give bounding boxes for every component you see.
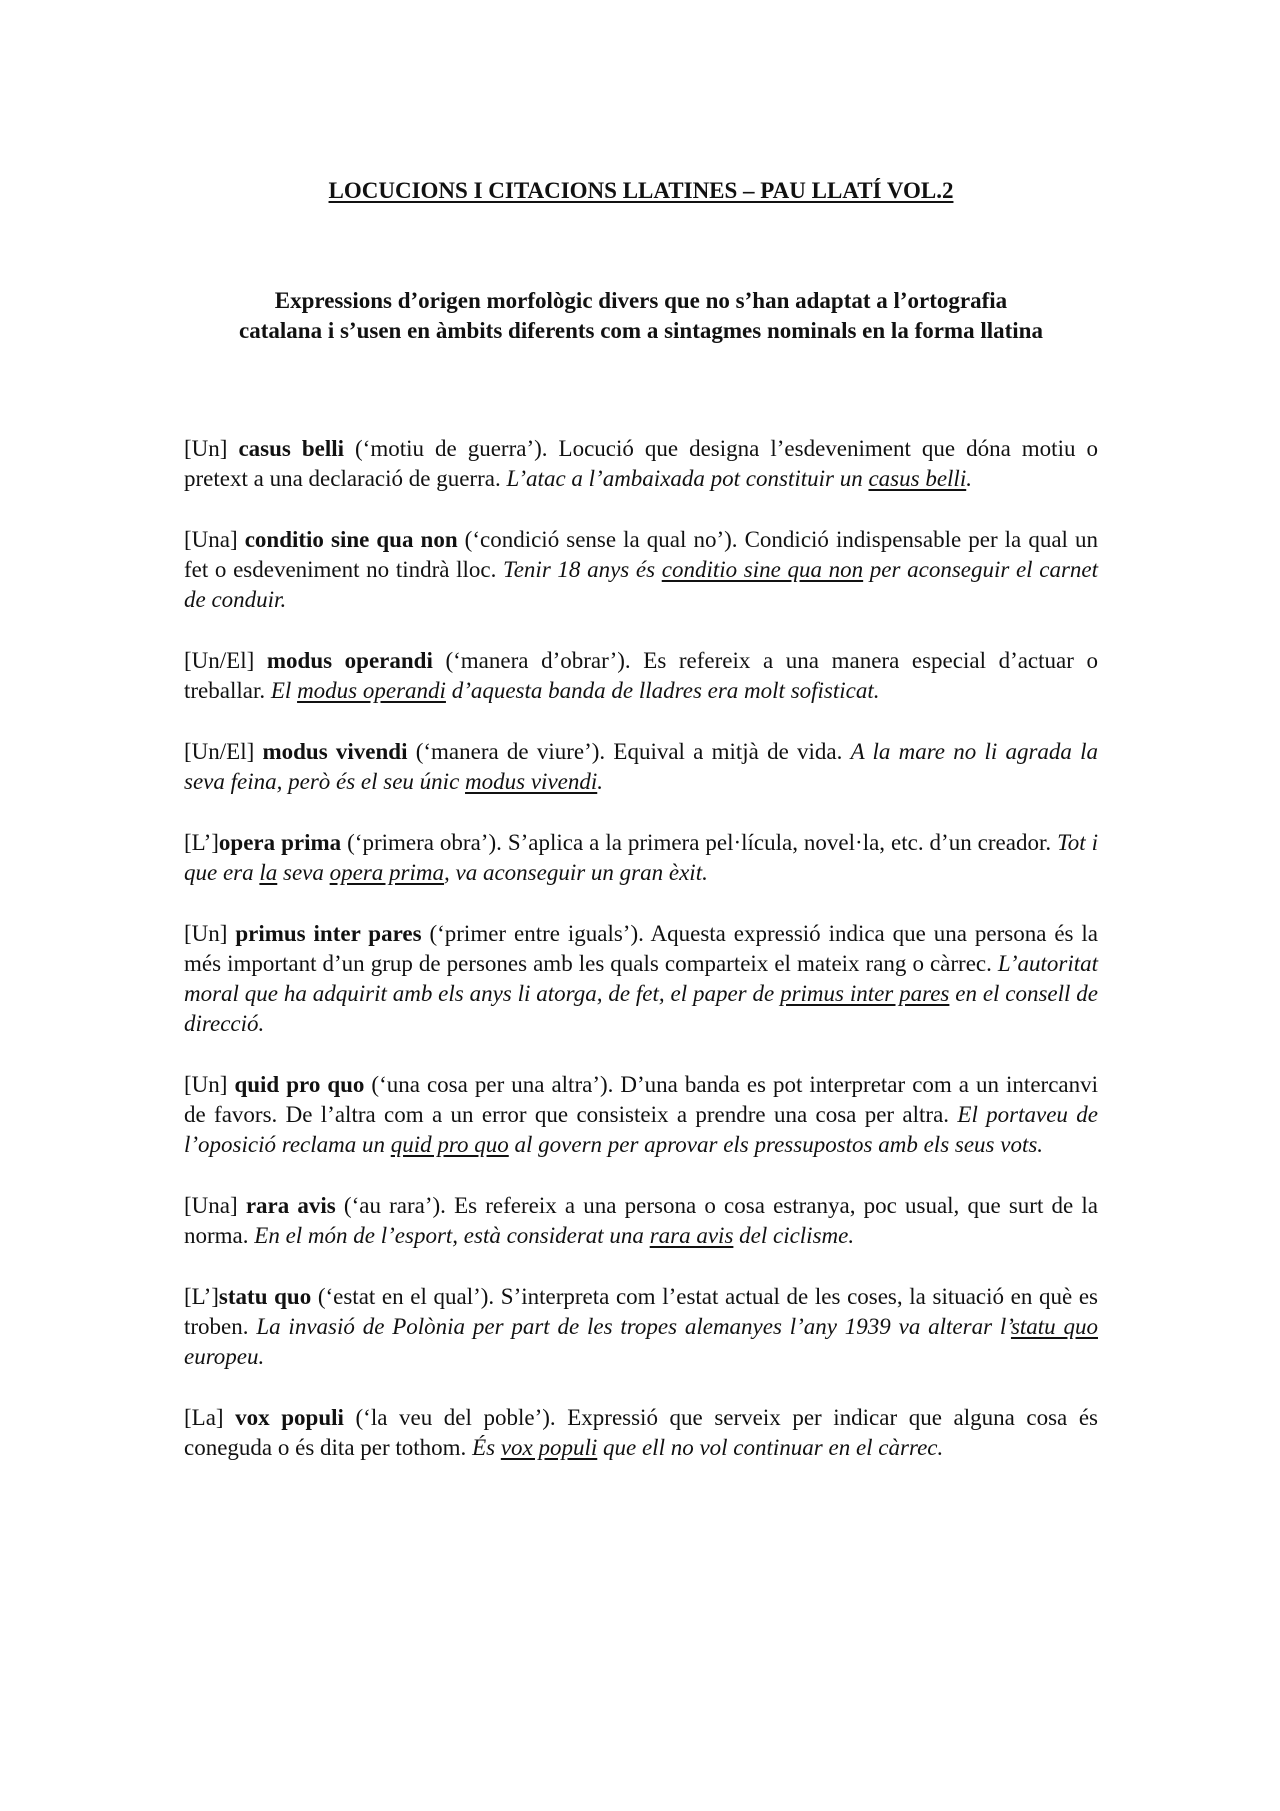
entry-term: vox populi: [235, 1405, 344, 1430]
entry-gloss: (‘una cosa per una altra’).: [364, 1072, 621, 1097]
entry-article: [Una]: [184, 527, 245, 552]
example-highlight: rara avis: [649, 1223, 734, 1248]
entry-definition: D’una banda es pot interpretar com a un intercanvi de favors. De l’altra com a un error que consisteix a prendre una cosa per altra.: [184, 1072, 1098, 1127]
example-text: En el món de l’esport, està considerat una: [254, 1223, 650, 1248]
example-text: El: [270, 678, 298, 703]
entry-list: [184, 346, 1098, 1463]
entry-casus-belli: [184, 434, 1098, 494]
entry-gloss: (‘manera de viure’).: [407, 739, 614, 764]
entry-article: [Una]: [184, 1193, 246, 1218]
example-highlight: quid pro quo: [390, 1132, 509, 1157]
entry-vox-populi: [184, 1403, 1098, 1463]
entry-article: [Un/El]: [184, 739, 263, 764]
example-text: L’atac a l’ambaixada pot constituir un: [506, 466, 869, 491]
entry-term: quid pro quo: [234, 1072, 365, 1097]
entry-definition: S’aplica a la primera pel·lícula, novel·la, etc. d’un creador.: [507, 830, 1058, 855]
entry-term: modus operandi: [266, 648, 433, 673]
example-text: , va aconseguir un gran èxit.: [444, 860, 708, 885]
document-subtitle: [184, 204, 1098, 346]
entry-example: [506, 466, 972, 491]
entry-definition: Condició indispensable per la qual un fet o esdeveniment no tindrà lloc.: [184, 527, 1098, 582]
entry-definition: Locució que designa l’esdeveniment que dóna motiu o pretext a una declaració de guerra.: [184, 436, 1098, 491]
entry-conditio-sine-qua-non: [184, 525, 1098, 615]
entry-definition: S’interpreta com l’estat actual de les coses, la situació en què es troben.: [184, 1284, 1098, 1339]
entry-article: [Un]: [184, 921, 236, 946]
example-text: Tot i que era: [184, 830, 1098, 885]
entry-example: [254, 1223, 854, 1248]
subtitle-line: catalana i s’usen en àmbits diferents com a sintagmes nominals en la forma llatina: [239, 318, 1043, 343]
example-highlight: vox populi: [500, 1435, 598, 1460]
entry-definition: Aquesta expressió indica que una persona és la més important d’un grup de persones amb les quals comparteix el mateix rang o càrrec.: [184, 921, 1098, 976]
example-text: El portaveu de l’oposició reclama un: [184, 1102, 1098, 1157]
example-text: que ell no vol continuar en el càrrec.: [597, 1435, 944, 1460]
example-text: per aconseguir el carnet de conduir.: [184, 557, 1098, 612]
entry-rara-avis: [184, 1191, 1098, 1251]
document-title: LOCUCIONS I CITACIONS LLATINES – PAU LLATÍ VOL.2: [328, 178, 954, 203]
entry-primus-inter-pares: [184, 919, 1098, 1039]
entry-example: [472, 1435, 943, 1460]
entry-definition: Expressió que serveix per indicar que alguna cosa és coneguda o és dita per tothom.: [184, 1405, 1099, 1460]
example-highlight: casus belli: [868, 466, 967, 491]
entry-modus-operandi: [184, 646, 1098, 706]
example-highlight: modus vivendi: [465, 769, 598, 794]
subtitle-line: Expressions d’origen morfològic divers que no s’han adaptat a l’ortografia: [274, 288, 1008, 313]
entry-article: [Un]: [184, 436, 239, 461]
example-text: Tenir 18 anys és: [503, 557, 662, 582]
example-text: L’autoritat moral que ha adquirit amb els anys li atorga, de fet, el paper de: [184, 951, 1098, 1006]
entry-term: primus inter pares: [235, 921, 422, 946]
example-text: .: [966, 466, 972, 491]
example-highlight: statu quo: [1010, 1314, 1098, 1339]
example-highlight: la: [259, 860, 278, 885]
entry-gloss: (‘au rara’).: [335, 1193, 455, 1218]
example-text: al govern per aprovar els pressupostos amb els seus vots.: [508, 1132, 1044, 1157]
entry-article: [La]: [184, 1405, 236, 1430]
entry-gloss: (‘estat en el qual’).: [311, 1284, 501, 1309]
example-highlight: primus inter pares: [780, 981, 950, 1006]
entry-term: conditio sine qua non: [244, 527, 458, 552]
entry-term: casus belli: [238, 436, 345, 461]
example-text: seva: [277, 860, 330, 885]
example-highlight: modus operandi: [297, 678, 446, 703]
entry-gloss: (‘primer entre iguals’).: [421, 921, 651, 946]
entry-term: opera prima: [218, 830, 342, 855]
entry-opera-prima: [184, 828, 1098, 888]
example-text: .: [597, 769, 603, 794]
entry-example: [184, 1314, 1098, 1369]
entry-gloss: (‘la veu del poble’).: [343, 1405, 568, 1430]
entry-term: statu quo: [218, 1284, 312, 1309]
entry-term: modus vivendi: [262, 739, 408, 764]
entry-article: [L’]: [184, 1284, 219, 1309]
entry-article: [Un/El]: [184, 648, 267, 673]
entry-article: [L’]: [184, 830, 219, 855]
entry-gloss: (‘condició sense la qual no’).: [457, 527, 745, 552]
entry-gloss: (‘primera obra’).: [341, 830, 508, 855]
example-text: en el consell de direcció.: [184, 981, 1098, 1036]
example-text: del ciclisme.: [733, 1223, 855, 1248]
example-highlight: conditio sine qua non: [661, 557, 864, 582]
entry-article: [Un]: [184, 1072, 235, 1097]
entry-gloss: (‘motiu de guerra’).: [344, 436, 559, 461]
example-text: d’aquesta banda de lladres era molt sofisticat.: [445, 678, 880, 703]
entry-modus-vivendi: [184, 737, 1098, 797]
entry-quid-pro-quo: [184, 1070, 1098, 1160]
example-highlight: opera prima: [329, 860, 445, 885]
entry-definition: Equival a mitjà de vida.: [613, 739, 851, 764]
entry-example: [271, 678, 880, 703]
example-text: La invasió de Polònia per part de les tropes alemanyes l’any 1939 va alterar l’: [256, 1314, 1011, 1339]
example-text: És: [472, 1435, 501, 1460]
example-text: A la mare no li agrada la seva feina, però és el seu únic: [184, 739, 1099, 794]
entry-gloss: (‘manera d’obrar’).: [432, 648, 644, 673]
entry-definition: Es refereix a una persona o cosa estranya, poc usual, que surt de la norma.: [184, 1193, 1098, 1248]
entry-term: rara avis: [245, 1193, 336, 1218]
example-text: europeu.: [184, 1344, 265, 1369]
entry-definition: Es refereix a una manera especial d’actuar o treballar.: [184, 648, 1099, 703]
entry-statu-quo: [184, 1282, 1098, 1372]
